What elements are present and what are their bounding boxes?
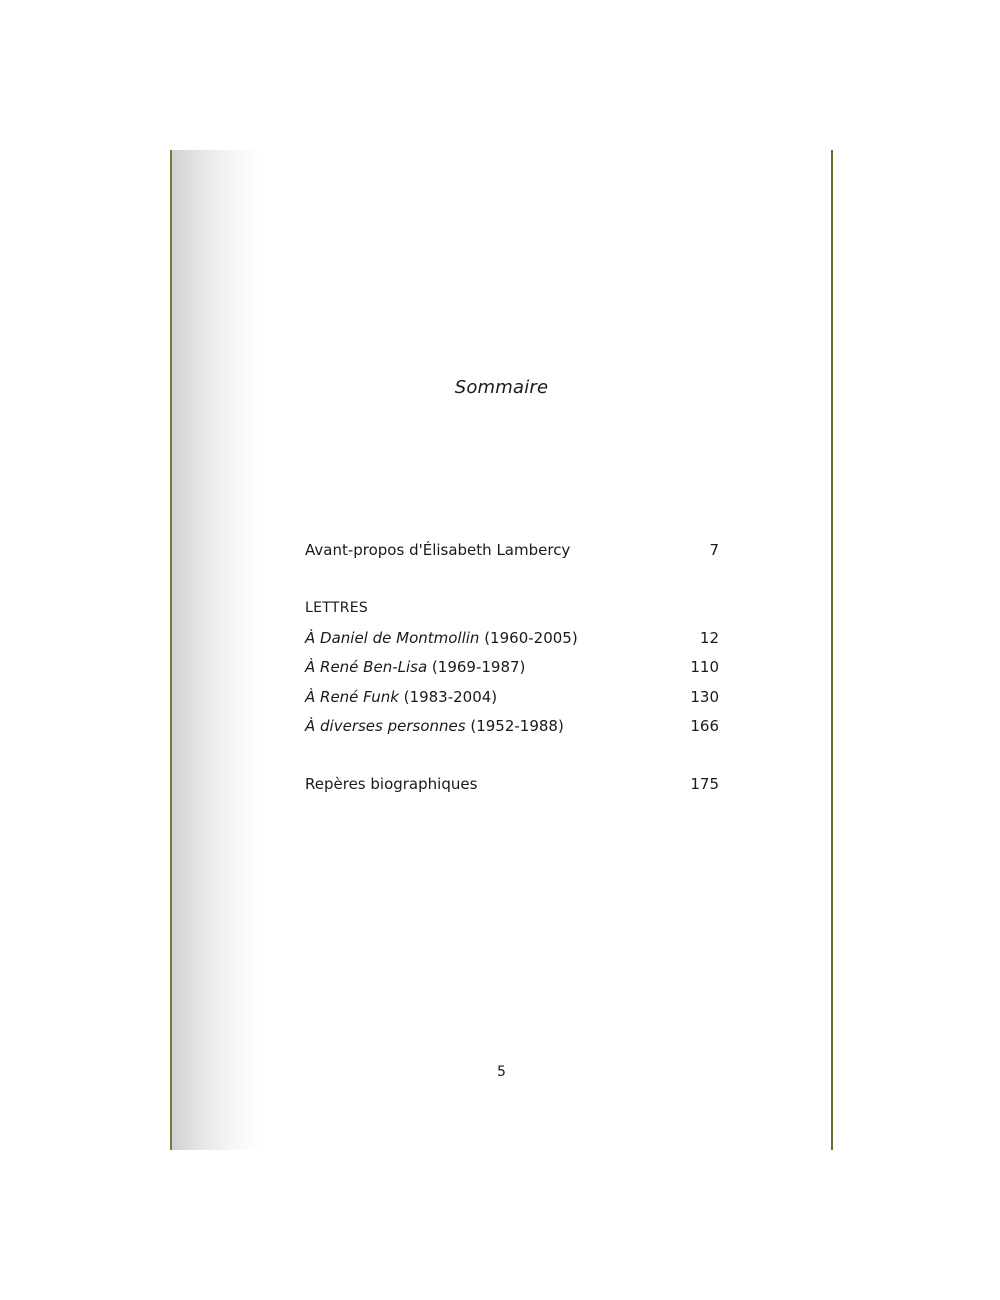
toc-entry-reperes bbox=[305, 773, 719, 795]
toc-entry-years: (1969-1987) bbox=[427, 658, 526, 676]
toc-entry-label bbox=[305, 686, 497, 708]
toc-entry-funk bbox=[305, 686, 719, 708]
toc-entry-label: Repères biographiques bbox=[305, 775, 478, 793]
toc-entry-label: Avant-propos d'Élisabeth Lambercy bbox=[305, 541, 571, 559]
toc-entry-recipient: À Daniel de Montmollin bbox=[305, 629, 480, 647]
page-number: 5 bbox=[497, 1064, 506, 1080]
toc-entry-page: 110 bbox=[690, 658, 719, 676]
book-page bbox=[170, 150, 833, 1150]
toc-entry-ben-lisa bbox=[305, 656, 719, 678]
page-edge-right bbox=[831, 150, 833, 1150]
page-edge-left bbox=[170, 150, 172, 1150]
toc-entry-recipient: À diverses personnes bbox=[305, 717, 466, 735]
toc-entry-page: 7 bbox=[709, 541, 719, 559]
section-heading-lettres: LETTRES bbox=[305, 600, 369, 616]
toc-entry-recipient: À René Ben-Lisa bbox=[305, 658, 428, 676]
toc-entry-years: (1960-2005) bbox=[479, 629, 578, 647]
toc-entry-page: 175 bbox=[690, 775, 719, 793]
toc-entry-label bbox=[305, 715, 564, 737]
toc-entry-label bbox=[305, 627, 578, 649]
toc-entry-page: 166 bbox=[690, 717, 719, 735]
toc-entry-diverses bbox=[305, 715, 719, 737]
toc-entry-recipient: À René Funk bbox=[305, 688, 399, 706]
toc-entry-page: 130 bbox=[690, 688, 719, 706]
toc-entry-label bbox=[305, 656, 525, 678]
toc-entry-years: (1952-1988) bbox=[465, 717, 564, 735]
page-title: Sommaire bbox=[454, 377, 549, 398]
toc-entry-avant-propos bbox=[305, 539, 719, 561]
toc-entry-montmollin bbox=[305, 627, 719, 649]
gutter-shadow bbox=[170, 150, 260, 1150]
toc-entry-page: 12 bbox=[699, 629, 719, 647]
toc-entry-years: (1983-2004) bbox=[398, 688, 498, 706]
